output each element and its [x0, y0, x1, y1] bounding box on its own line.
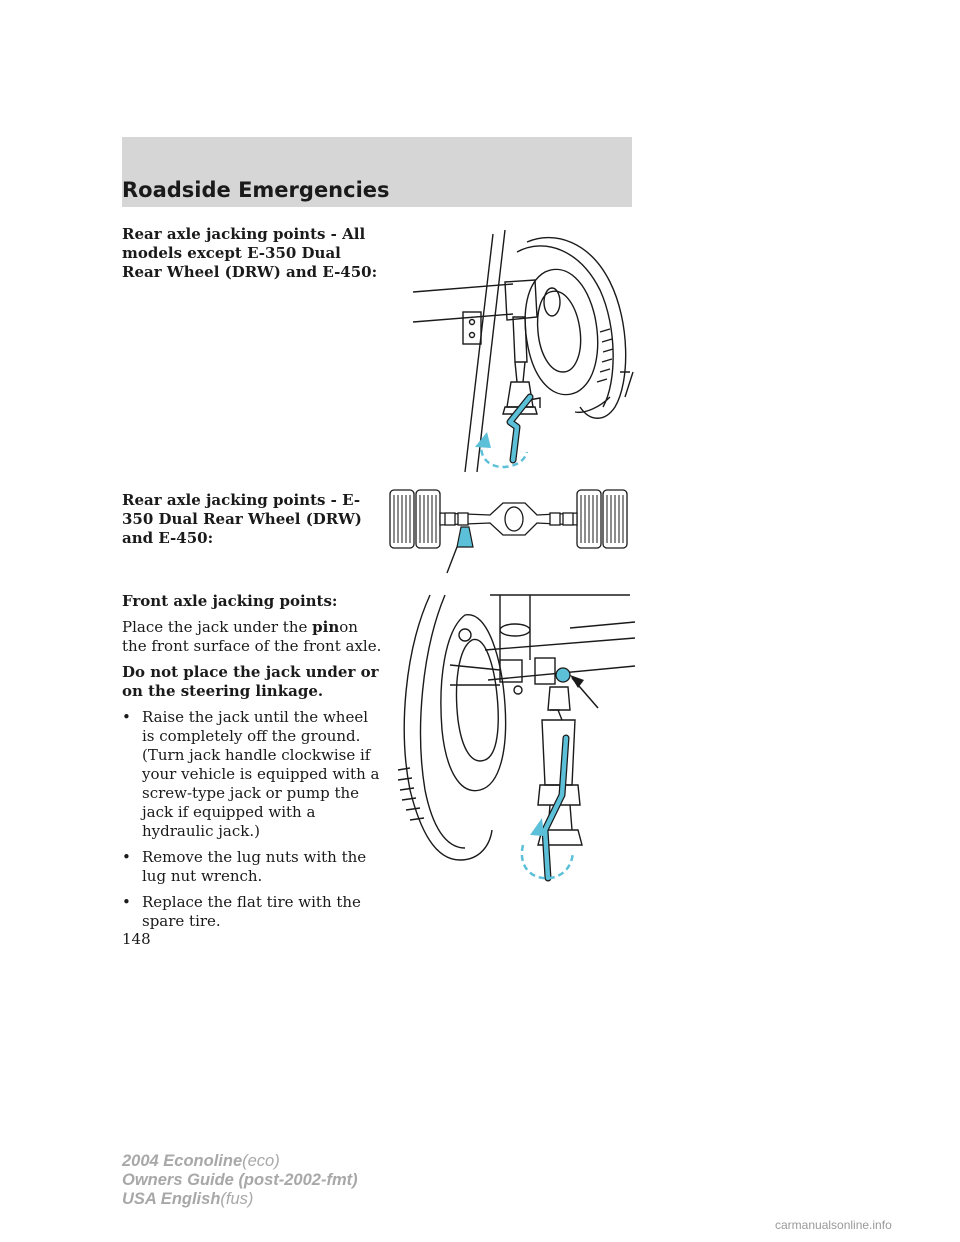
front-axle-figure: [390, 590, 640, 890]
section-title: Roadside Emergencies: [122, 178, 390, 202]
list-item: • Replace the flat tire with the spare tire.: [122, 893, 361, 930]
rear-axle-dual-heading: Rear axle jacking points - E-350 Dual Rear Wheel (DRW) and E-450:: [122, 491, 362, 547]
pin-term: pin: [312, 618, 340, 636]
front-axle-heading: Front axle jacking points:: [122, 592, 338, 610]
rear-axle-dual-figure: [385, 485, 635, 580]
instruction-list: [122, 708, 384, 931]
document-footer: 2004 Econoline(eco) Owners Guide (post-2002-fmt) USA English(fus): [122, 1152, 358, 1208]
page-number: 148: [122, 930, 151, 948]
rear-axle-single-heading: Rear axle jacking points - All models except E-350 Dual Rear Wheel (DRW) and E-450:: [122, 225, 378, 281]
front-axle-instruction: Place the jack under the pinon the front surface of the front axle.: [122, 618, 382, 655]
watermark: carmanualsonline.info: [775, 1218, 892, 1232]
list-item: • Remove the lug nuts with the lug nut wrench.: [122, 848, 367, 885]
steering-linkage-warning: Do not place the jack under or on the steering linkage.: [122, 663, 379, 700]
list-item: • Raise the jack until the wheel is completely off the ground. (Turn jack handle clockwise if your vehicle is equipped with a screw-type jack or pump the jack if equipped with a hydraulic jack.): [122, 708, 380, 840]
rear-axle-single-figure: [405, 222, 640, 472]
front-axle-section: [122, 592, 384, 931]
